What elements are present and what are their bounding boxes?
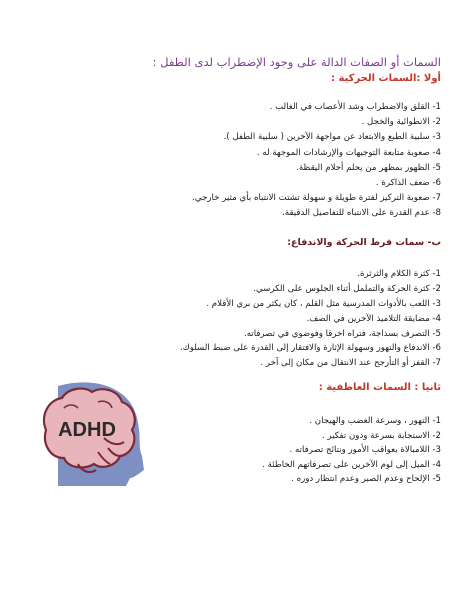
list-item: 2- الانطوائية والخجل . [361, 117, 441, 128]
list-item: 7- صعوبة التركيز لفترة طويلة و سهولة تشتت الانتباه بأي مثير خارجي. [192, 193, 441, 204]
list-item: 2- كثرة الحركة والتململ أثناء الجلوس على الكرسي. [253, 283, 441, 294]
section-heading-motor: أولا :السمات الحركية : [331, 73, 441, 84]
list-item: 1- القلق والاضطراب وشد الأعصاب في الغالب . [269, 102, 441, 112]
list-item: 3- اللامبالاة بعواقب الأمور ونتائج تصرفاته . [289, 445, 441, 456]
list-item: 2- الاستجابة بسرعة ودون تفكير . [321, 430, 441, 441]
list-item: 1- كثرة الكلام والثرثرة. [357, 269, 441, 279]
list-item: 6- الاندفاع والتهور وسهولة الإثارة والافتقار إلى القدرة على ضبط السلوك. [179, 343, 441, 354]
list-item: 5- الإلحاح وعدم الصبر وعدم انتظار دوره . [291, 474, 441, 485]
page-title: السمات أو الصفات الدالة على وجود الإضطراب لدى الطفل : [152, 55, 441, 69]
section-heading-hyperactivity: ب- سمات فرط الحركة والاندفاع: [287, 237, 441, 248]
adhd-brain-illustration [38, 378, 146, 486]
list-item: 8- عدم القدرة على الانتباه للتفاصيل الدقيقة. [282, 208, 441, 219]
list-item: 3- اللعب بالأدوات المدرسية مثل القلم ، كان يكثر من بري الأقلام . [206, 298, 441, 309]
list-item: 6- ضعف الذاكرة . [375, 177, 441, 188]
emotional-traits-list [262, 414, 441, 487]
adhd-label: ADHD [58, 419, 116, 441]
list-item: 7- القفز أو التأرجح عند الانتقال من مكان إلى آخر . [260, 358, 441, 369]
list-item: 5- الظهور بمظهر من يحلم أحلام اليقظة. [296, 162, 441, 173]
section-heading-emotional: ثانيا : السمات العاطفية : [318, 382, 441, 393]
list-item: 4- صعوبة متابعة التوجيهات والإرشادات الموجهة له . [256, 147, 441, 158]
list-item: 1- التهور ، وسرعة الغضب والهيجان . [309, 416, 441, 426]
hyperactivity-traits-list [180, 267, 441, 371]
list-item: 4- الميل إلى لوم الآخرين على تصرفاتهم الخاطئة . [262, 459, 441, 470]
motor-traits-list [192, 100, 441, 222]
list-item: 3- سلبية الطبع والابتعاد عن مواجهة الآخرين ( سلبية الطفل ). [223, 132, 441, 143]
list-item: 5- التصرف بسذاجة، فتراه اخرقا وفوضوي في تصرفاته. [243, 328, 441, 339]
list-item: 4- مضايقة التلاميذ الآخرين في الصف. [306, 313, 441, 324]
